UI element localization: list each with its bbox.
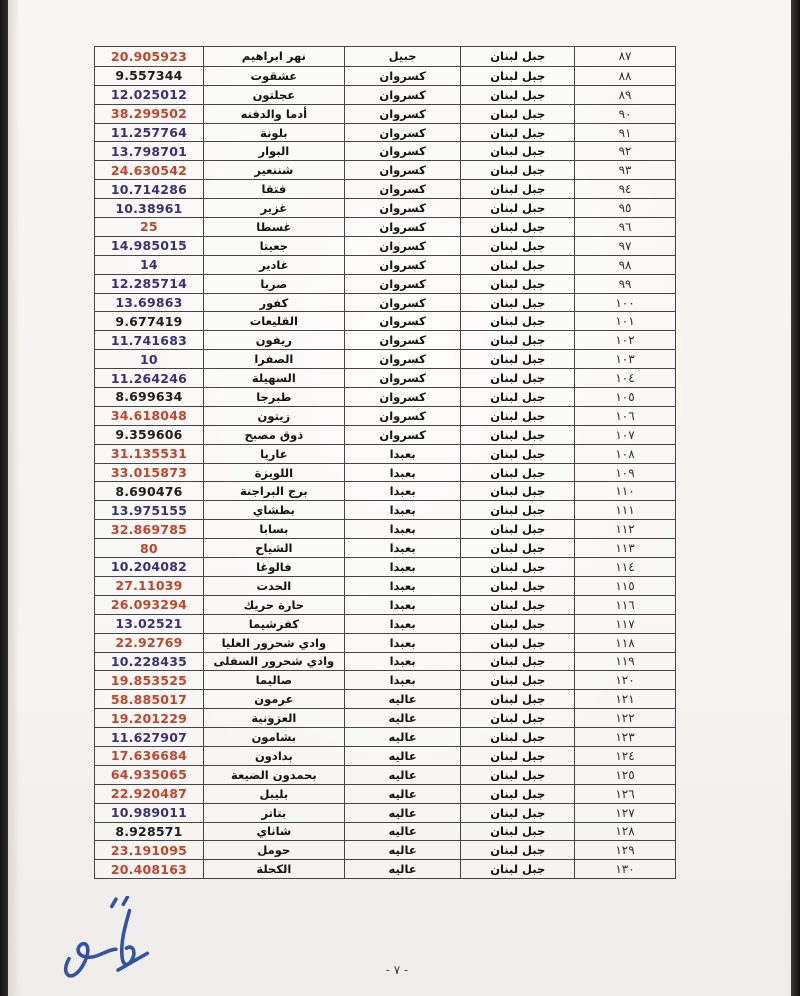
governorate-cell: جبل لبنان <box>460 728 574 746</box>
district-cell: عاليه <box>344 709 461 727</box>
district-cell: كسروان <box>344 67 461 85</box>
locality-cell: برج البراجنة <box>203 482 344 500</box>
row-number-cell: ٩٨ <box>574 256 675 274</box>
row-number-cell: ١٠٣ <box>574 350 675 368</box>
district-cell: بعبدا <box>344 653 461 671</box>
table-row <box>95 538 675 557</box>
page-number: - ٧ - <box>385 963 409 977</box>
governorate-cell: جبل لبنان <box>460 445 574 463</box>
row-number-cell: ١١٣ <box>574 539 675 557</box>
table-row <box>95 784 675 803</box>
signature-ink <box>52 896 182 992</box>
value-cell: 10.204082 <box>110 559 187 575</box>
locality-cell: كفرشيما <box>203 615 344 633</box>
district-cell: كسروان <box>344 237 461 255</box>
table-row <box>95 406 675 425</box>
district-cell: بعبدا <box>344 596 461 614</box>
value-cell: 23.191095 <box>110 842 187 858</box>
locality-cell: عجلتون <box>203 86 344 104</box>
governorate-cell: جبل لبنان <box>460 823 574 841</box>
value-cell: 9.557344 <box>115 68 183 84</box>
row-number-cell: ١٢٧ <box>574 804 675 822</box>
governorate-cell: جبل لبنان <box>460 180 574 198</box>
governorate-cell: جبل لبنان <box>460 124 574 142</box>
governorate-cell: جبل لبنان <box>460 577 574 595</box>
value-cell: 20.408163 <box>110 861 187 877</box>
district-cell: كسروان <box>344 86 461 104</box>
locality-cell: الكحلة <box>203 860 344 878</box>
governorate-cell: جبل لبنان <box>460 615 574 633</box>
governorate-cell: جبل لبنان <box>460 464 574 482</box>
locality-cell: شننعير <box>203 161 344 179</box>
value-cell: 9.359606 <box>115 427 183 443</box>
value-cell: 14.985015 <box>110 238 187 254</box>
table-row <box>95 727 675 746</box>
row-number-cell: ١٢٦ <box>574 785 675 803</box>
table-row <box>95 236 675 255</box>
value-cell: 8.928571 <box>115 823 183 839</box>
value-cell: 58.885017 <box>110 691 187 707</box>
locality-cell: بليبل <box>203 785 344 803</box>
table-row <box>95 633 675 652</box>
district-cell: كسروان <box>344 369 461 387</box>
district-cell: كسروان <box>344 105 461 123</box>
governorate-cell: جبل لبنان <box>460 482 574 500</box>
locality-cell: الحدت <box>203 577 344 595</box>
district-cell: كسروان <box>344 256 461 274</box>
governorate-cell: جبل لبنان <box>460 690 574 708</box>
locality-cell: بحمدون الضيعة <box>203 766 344 784</box>
governorate-cell: جبل لبنان <box>460 331 574 349</box>
locality-cell: جعيتا <box>203 237 344 255</box>
district-cell: عاليه <box>344 690 461 708</box>
row-number-cell: ١٢٩ <box>574 841 675 859</box>
locality-cell: فالوغا <box>203 558 344 576</box>
governorate-cell: جبل لبنان <box>460 426 574 444</box>
row-number-cell: ١١٤ <box>574 558 675 576</box>
table-row <box>95 160 675 179</box>
table-row <box>95 47 675 66</box>
row-number-cell: ١٠٥ <box>574 388 675 406</box>
locality-cell: كفور <box>203 294 344 312</box>
locality-cell: بتاتر <box>203 804 344 822</box>
governorate-cell: جبل لبنان <box>460 47 574 66</box>
locality-cell: القليعات <box>203 312 344 330</box>
governorate-cell: جبل لبنان <box>460 539 574 557</box>
value-cell: 19.853525 <box>110 672 187 688</box>
governorate-cell: جبل لبنان <box>460 218 574 236</box>
value-cell: 64.935065 <box>110 767 187 783</box>
value-cell: 22.920487 <box>110 786 187 802</box>
table-row <box>95 123 675 142</box>
row-number-cell: ١٢٢ <box>574 709 675 727</box>
row-number-cell: ١١٢ <box>574 520 675 538</box>
value-cell: 10.38961 <box>115 200 183 216</box>
district-cell: كسروان <box>344 350 461 368</box>
row-number-cell: ١٠٢ <box>574 331 675 349</box>
locality-cell: صربا <box>203 275 344 293</box>
row-number-cell: ٨٧ <box>574 47 675 66</box>
value-cell: 19.201229 <box>110 710 187 726</box>
value-cell: 10.714286 <box>110 181 187 197</box>
value-cell: 27.11039 <box>115 578 183 594</box>
table-row <box>95 104 675 123</box>
row-number-cell: ١٠٦ <box>574 407 675 425</box>
table-row <box>95 708 675 727</box>
locality-cell: وادي شحرور السفلى <box>203 653 344 671</box>
district-cell: كسروان <box>344 294 461 312</box>
table-row <box>95 293 675 312</box>
table-row <box>95 217 675 236</box>
locality-cell: البوار <box>203 142 344 160</box>
locality-cell: عشقوت <box>203 67 344 85</box>
row-number-cell: ١٢٤ <box>574 747 675 765</box>
district-cell: بعبدا <box>344 558 461 576</box>
value-cell: 34.618048 <box>110 408 187 424</box>
locality-cell: بدادون <box>203 747 344 765</box>
district-cell: بعبدا <box>344 520 461 538</box>
district-cell: بعبدا <box>344 577 461 595</box>
governorate-cell: جبل لبنان <box>460 86 574 104</box>
locality-cell: أدما والدفنه <box>203 105 344 123</box>
value-cell: 13.798701 <box>110 143 187 159</box>
district-cell: بعبدا <box>344 464 461 482</box>
locality-cell: بلونة <box>203 124 344 142</box>
district-cell: بعبدا <box>344 445 461 463</box>
value-cell: 12.285714 <box>110 276 187 292</box>
value-cell: 25 <box>140 219 158 235</box>
district-cell: بعبدا <box>344 615 461 633</box>
governorate-cell: جبل لبنان <box>460 785 574 803</box>
value-cell: 24.630542 <box>110 162 187 178</box>
row-number-cell: ٩٤ <box>574 180 675 198</box>
row-number-cell: ٩٧ <box>574 237 675 255</box>
locality-cell: بسابا <box>203 520 344 538</box>
value-cell: 10.989011 <box>110 805 187 821</box>
row-number-cell: ١٢٥ <box>574 766 675 784</box>
district-cell: كسروان <box>344 142 461 160</box>
table-row <box>95 765 675 784</box>
district-cell: عاليه <box>344 785 461 803</box>
row-number-cell: ١٢٨ <box>574 823 675 841</box>
governorate-cell: جبل لبنان <box>460 653 574 671</box>
governorate-cell: جبل لبنان <box>460 501 574 519</box>
governorate-cell: جبل لبنان <box>460 747 574 765</box>
governorate-cell: جبل لبنان <box>460 709 574 727</box>
scan-edge-left <box>0 0 8 996</box>
table-row <box>95 500 675 519</box>
row-number-cell: ١١٧ <box>574 615 675 633</box>
row-number-cell: ١٠٨ <box>574 445 675 463</box>
row-number-cell: ٩١ <box>574 124 675 142</box>
governorate-cell: جبل لبنان <box>460 841 574 859</box>
district-cell: عاليه <box>344 860 461 878</box>
district-cell: كسروان <box>344 161 461 179</box>
governorate-cell: جبل لبنان <box>460 388 574 406</box>
district-cell: كسروان <box>344 275 461 293</box>
value-cell: 11.264246 <box>110 370 187 386</box>
localities-table <box>94 46 676 879</box>
governorate-cell: جبل لبنان <box>460 312 574 330</box>
row-number-cell: ١٢٣ <box>574 728 675 746</box>
district-cell: عاليه <box>344 766 461 784</box>
locality-cell: زيتون <box>203 407 344 425</box>
locality-cell: ريفون <box>203 331 344 349</box>
governorate-cell: جبل لبنان <box>460 804 574 822</box>
district-cell: كسروان <box>344 407 461 425</box>
table-row <box>95 425 675 444</box>
value-cell: 12.025012 <box>110 87 187 103</box>
locality-cell: السهيلة <box>203 369 344 387</box>
district-cell: بعبدا <box>344 501 461 519</box>
table-row <box>95 803 675 822</box>
district-cell: بعبدا <box>344 634 461 652</box>
governorate-cell: جبل لبنان <box>460 766 574 784</box>
value-cell: 10.228435 <box>110 653 187 669</box>
value-cell: 13.975155 <box>110 502 187 518</box>
district-cell: كسروان <box>344 124 461 142</box>
value-cell: 8.699634 <box>115 389 183 405</box>
table-row <box>95 595 675 614</box>
value-cell: 17.636684 <box>110 748 187 764</box>
row-number-cell: ٩٣ <box>574 161 675 179</box>
value-cell: 20.905923 <box>110 48 187 64</box>
locality-cell: عاريا <box>203 445 344 463</box>
district-cell: كسروان <box>344 426 461 444</box>
value-cell: 8.690476 <box>115 483 183 499</box>
row-number-cell: ١١٨ <box>574 634 675 652</box>
table-row <box>95 330 675 349</box>
value-cell: 31.135531 <box>110 446 187 462</box>
district-cell: بعبدا <box>344 671 461 689</box>
locality-cell: اللويزة <box>203 464 344 482</box>
district-cell: عاليه <box>344 728 461 746</box>
row-number-cell: ٨٨ <box>574 67 675 85</box>
table-row <box>95 198 675 217</box>
row-number-cell: ١٣٠ <box>574 860 675 878</box>
table-row <box>95 141 675 160</box>
locality-cell: غسطا <box>203 218 344 236</box>
value-cell: 9.677419 <box>115 313 183 329</box>
value-cell: 22.92769 <box>115 635 183 651</box>
value-cell: 38.299502 <box>110 106 187 122</box>
locality-cell: العزونية <box>203 709 344 727</box>
district-cell: كسروان <box>344 180 461 198</box>
governorate-cell: جبل لبنان <box>460 634 574 652</box>
value-cell: 13.02521 <box>115 616 183 632</box>
table-row <box>95 614 675 633</box>
table-row <box>95 576 675 595</box>
district-cell: عاليه <box>344 747 461 765</box>
row-number-cell: ٩٠ <box>574 105 675 123</box>
row-number-cell: ١٢١ <box>574 690 675 708</box>
locality-cell: شاناي <box>203 823 344 841</box>
locality-cell: حومل <box>203 841 344 859</box>
locality-cell: طبرجا <box>203 388 344 406</box>
row-number-cell: ١٠١ <box>574 312 675 330</box>
locality-cell: بطشاي <box>203 501 344 519</box>
table-row <box>95 557 675 576</box>
governorate-cell: جبل لبنان <box>460 407 574 425</box>
row-number-cell: ١٠٠ <box>574 294 675 312</box>
governorate-cell: جبل لبنان <box>460 161 574 179</box>
district-cell: كسروان <box>344 388 461 406</box>
governorate-cell: جبل لبنان <box>460 350 574 368</box>
locality-cell: الصفرا <box>203 350 344 368</box>
table-row <box>95 179 675 198</box>
governorate-cell: جبل لبنان <box>460 596 574 614</box>
row-number-cell: ٨٩ <box>574 86 675 104</box>
locality-cell: ذوق مصبح <box>203 426 344 444</box>
table-row <box>95 840 675 859</box>
locality-cell: صاليما <box>203 671 344 689</box>
table-row <box>95 444 675 463</box>
table-row <box>95 274 675 293</box>
row-number-cell: ١١٥ <box>574 577 675 595</box>
table-row <box>95 368 675 387</box>
table-row <box>95 311 675 330</box>
row-number-cell: ١٠٩ <box>574 464 675 482</box>
row-number-cell: ١١١ <box>574 501 675 519</box>
governorate-cell: جبل لبنان <box>460 142 574 160</box>
value-cell: 32.869785 <box>110 521 187 537</box>
locality-cell: نهر ابراهيم <box>203 47 344 66</box>
row-number-cell: ١٠٤ <box>574 369 675 387</box>
governorate-cell: جبل لبنان <box>460 105 574 123</box>
row-number-cell: ٩٢ <box>574 142 675 160</box>
value-cell: 33.015873 <box>110 465 187 481</box>
row-number-cell: ٩٩ <box>574 275 675 293</box>
row-number-cell: ٩٦ <box>574 218 675 236</box>
governorate-cell: جبل لبنان <box>460 237 574 255</box>
governorate-cell: جبل لبنان <box>460 275 574 293</box>
row-number-cell: ١١٠ <box>574 482 675 500</box>
table-row <box>95 85 675 104</box>
district-cell: كسروان <box>344 331 461 349</box>
locality-cell: الشياح <box>203 539 344 557</box>
value-cell: 26.093294 <box>110 597 187 613</box>
governorate-cell: جبل لبنان <box>460 256 574 274</box>
table-row <box>95 746 675 765</box>
value-cell: 80 <box>140 540 158 556</box>
value-cell: 13.69863 <box>115 295 183 311</box>
scan-edge-right <box>791 0 800 996</box>
governorate-cell: جبل لبنان <box>460 671 574 689</box>
district-cell: عاليه <box>344 823 461 841</box>
row-number-cell: ٩٥ <box>574 199 675 217</box>
district-cell: كسروان <box>344 312 461 330</box>
governorate-cell: جبل لبنان <box>460 67 574 85</box>
governorate-cell: جبل لبنان <box>460 369 574 387</box>
signature-mark <box>52 896 182 992</box>
governorate-cell: جبل لبنان <box>460 558 574 576</box>
governorate-cell: جبل لبنان <box>460 199 574 217</box>
table-row <box>95 859 675 878</box>
locality-cell: عرمون <box>203 690 344 708</box>
district-cell: جبيل <box>344 47 461 66</box>
scan-edge-left-shadow <box>8 0 20 996</box>
row-number-cell: ١٠٧ <box>574 426 675 444</box>
value-cell: 11.741683 <box>110 332 187 348</box>
table-row <box>95 670 675 689</box>
table-row <box>95 519 675 538</box>
value-cell: 11.627907 <box>110 729 187 745</box>
district-cell: بعبدا <box>344 482 461 500</box>
table-row <box>95 66 675 85</box>
locality-cell: غزير <box>203 199 344 217</box>
governorate-cell: جبل لبنان <box>460 520 574 538</box>
row-number-cell: ١٢٠ <box>574 671 675 689</box>
value-cell: 14 <box>140 257 158 273</box>
table-row <box>95 822 675 841</box>
district-cell: بعبدا <box>344 539 461 557</box>
locality-cell: غادير <box>203 256 344 274</box>
table-row <box>95 349 675 368</box>
locality-cell: فتقا <box>203 180 344 198</box>
table-row <box>95 689 675 708</box>
table-row <box>95 387 675 406</box>
locality-cell: بشامون <box>203 728 344 746</box>
governorate-cell: جبل لبنان <box>460 860 574 878</box>
value-cell: 10 <box>140 351 158 367</box>
governorate-cell: جبل لبنان <box>460 294 574 312</box>
district-cell: كسروان <box>344 218 461 236</box>
district-cell: عاليه <box>344 804 461 822</box>
row-number-cell: ١١٦ <box>574 596 675 614</box>
locality-cell: وادي شحرور العليا <box>203 634 344 652</box>
table-row <box>95 255 675 274</box>
district-cell: كسروان <box>344 199 461 217</box>
table-row <box>95 463 675 482</box>
locality-cell: حارة حريك <box>203 596 344 614</box>
table-row <box>95 481 675 500</box>
district-cell: عاليه <box>344 841 461 859</box>
table-row <box>95 652 675 671</box>
value-cell: 11.257764 <box>110 125 187 140</box>
row-number-cell: ١١٩ <box>574 653 675 671</box>
